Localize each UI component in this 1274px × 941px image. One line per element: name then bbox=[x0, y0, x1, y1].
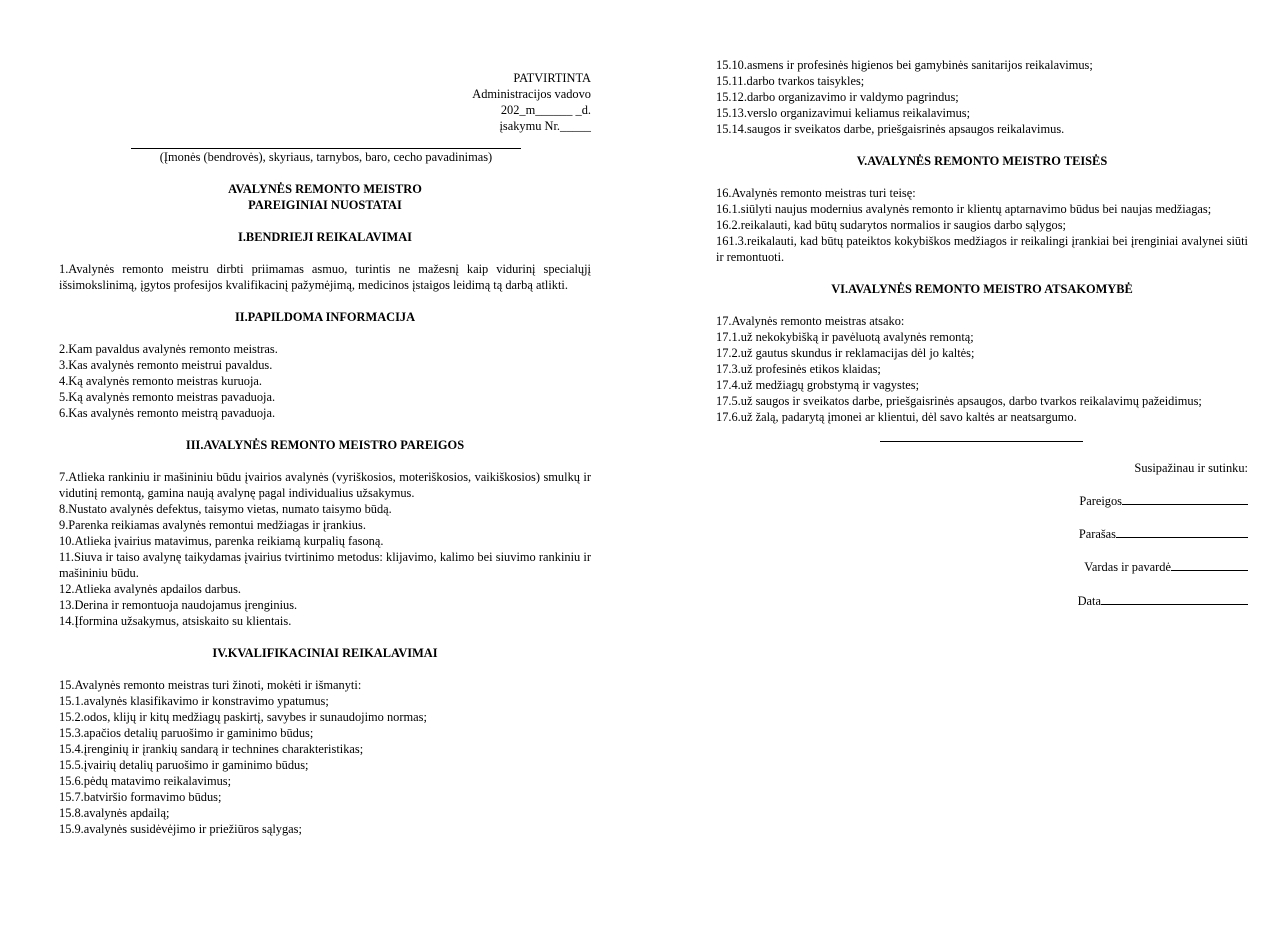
section-heading-duties: III.AVALYNĖS REMONTO MEISTRO PAREIGOS bbox=[185, 438, 465, 452]
list-item: 15.4.įrenginių ir įrankių sandarą ir technines charakteristikas; bbox=[59, 742, 364, 756]
list-duties bbox=[59, 469, 591, 629]
approval-block bbox=[59, 70, 591, 134]
list-item: 15.11.darbo tvarkos taisykles; bbox=[716, 74, 865, 88]
list-item: 15.Avalynės remonto meistras turi žinoti, mokėti ir išmanyti: bbox=[59, 678, 362, 692]
approval-line-1: PATVIRTINTA bbox=[513, 71, 591, 85]
document-title-line-2: PAREIGINIAI NUOSTATAI bbox=[248, 198, 402, 212]
list-item: 15.5.įvairių detalių paruošimo ir gaminimo būdus; bbox=[59, 758, 309, 772]
list-item: 15.9.avalynės susidėvėjimo ir priežiūros sąlygas; bbox=[59, 822, 302, 836]
list-item: 15.12.darbo organizavimo ir valdymo pagrindus; bbox=[716, 90, 959, 104]
list-additional-info bbox=[59, 341, 591, 421]
section-heading-responsibility: VI.AVALYNĖS REMONTO MEISTRO ATSAKOMYBĖ bbox=[831, 282, 1133, 296]
list-item: 8.Nustato avalynės defektus, taisymo vietas, numato taisymo būdą. bbox=[59, 502, 392, 516]
list-item: 14.Įformina užsakymus, atsiskaito su klientais. bbox=[59, 614, 292, 628]
list-item: 17.2.už gautus skundus ir reklamacijas dėl jo kaltės; bbox=[716, 346, 975, 360]
list-item: 161.3.reikalauti, kad būtų pateiktos kokybiškos medžiagos ir reikalingi įrankiai bei įrenginiai avalynei siūti ir remontuoti. bbox=[716, 234, 1248, 264]
list-item: 15.1.avalynės klasifikavimo ir konstravimo ypatumus; bbox=[59, 694, 329, 708]
list-item: 12.Atlieka avalynės apdailos darbus. bbox=[59, 582, 242, 596]
list-item: 17.1.už nekokybišką ir pavėluotą avalynės remontą; bbox=[716, 330, 974, 344]
document-title-line-1: AVALYNĖS REMONTO MEISTRO bbox=[228, 182, 422, 196]
list-item: 17.3.už profesinės etikos klaidas; bbox=[716, 362, 881, 376]
list-item: 5.Ką avalynės remonto meistras pavaduoja. bbox=[59, 390, 276, 404]
list-item: 15.3.apačios detalių paruošimo ir gaminimo būdus; bbox=[59, 726, 314, 740]
list-item: 17.4.už medžiagų grobstymą ir vagystes; bbox=[716, 378, 920, 392]
list-item: 15.6.pėdų matavimo reikalavimus; bbox=[59, 774, 232, 788]
org-name-caption: (Įmonės (bendrovės), skyriaus, tarnybos, baro, cecho pavadinimas) bbox=[159, 150, 493, 164]
acknowledgement-block bbox=[716, 460, 1248, 609]
section-heading-qualification: IV.KVALIFIKACINIAI REIKALAVIMAI bbox=[212, 646, 438, 660]
approval-line-3: 202_m______ _d. bbox=[500, 103, 591, 117]
document-title bbox=[59, 181, 591, 213]
date-label: Data bbox=[1077, 594, 1101, 608]
org-name-block bbox=[131, 148, 521, 165]
left-column bbox=[59, 70, 591, 837]
list-item: 15.2.odos, klijų ir kitų medžiagų paskirtį, savybes ir sunaudojimo normas; bbox=[59, 710, 427, 724]
list-item: 7.Atlieka rankiniu ir mašininiu būdu įvairios avalynės (vyriškosios, moteriškosios, vaikiškosios) smulkų ir vidutinį remontą, gamina naują avalynę pagal individualius užsakymus. bbox=[59, 470, 591, 500]
name-blank-line bbox=[1171, 558, 1248, 571]
signature-row-name bbox=[716, 558, 1248, 575]
list-qualification bbox=[59, 677, 591, 837]
list-item: 16.1.siūlyti naujus modernius avalynės remonto ir klientų aptarnavimo būdus bei naujas medžiagas; bbox=[716, 202, 1212, 216]
list-item: 15.13.verslo organizavimui keliamus reikalavimus; bbox=[716, 106, 971, 120]
signature-row-position bbox=[716, 492, 1248, 509]
list-item: 17.Avalynės remonto meistras atsako: bbox=[716, 314, 905, 328]
signature-row-signature bbox=[716, 525, 1248, 542]
list-item: 17.6.už žalą, padarytą įmonei ar klientui, dėl savo kaltės ar neatsargumo. bbox=[716, 410, 1077, 424]
signature-blank-line bbox=[1116, 525, 1248, 538]
list-item: 9.Parenka reikiamas avalynės remontui medžiagas ir įrankius. bbox=[59, 518, 366, 532]
list-item: 2.Kam pavaldus avalynės remonto meistras. bbox=[59, 342, 278, 356]
list-item: 4.Ką avalynės remonto meistras kuruoja. bbox=[59, 374, 263, 388]
list-item: 3.Kas avalynės remonto meistrui pavaldus. bbox=[59, 358, 273, 372]
list-item: 17.5.už saugos ir sveikatos darbe, priešgaisrinės apsaugos, darbo tvarkos reikalavimų pažeidimus; bbox=[716, 394, 1202, 408]
signature-row-date bbox=[716, 592, 1248, 609]
list-item: 13.Derina ir remontuoja naudojamus įrenginius. bbox=[59, 598, 298, 612]
position-label: Pareigos bbox=[1079, 494, 1122, 508]
section-heading-rights: V.AVALYNĖS REMONTO MEISTRO TEISĖS bbox=[856, 154, 1108, 168]
list-item: 16.Avalynės remonto meistras turi teisę: bbox=[716, 186, 916, 200]
list-item: 16.2.reikalauti, kad būtų sudarytos normalios ir saugios darbo sąlygos; bbox=[716, 218, 1066, 232]
name-label: Vardas ir pavardė bbox=[1084, 560, 1171, 574]
position-blank-line bbox=[1122, 492, 1248, 505]
date-blank-line bbox=[1101, 592, 1248, 605]
section-heading-additional-info: II.PAPILDOMA INFORMACIJA bbox=[234, 310, 416, 324]
right-column bbox=[716, 57, 1248, 609]
list-item: 6.Kas avalynės remonto meistrą pavaduoja. bbox=[59, 406, 276, 420]
list-qualification-continued bbox=[716, 57, 1248, 137]
paragraph-1: 1.Avalynės remonto meistru dirbti priimamas asmuo, turintis ne mažesnį kaip vidurinį specialųjį išsimokslinimą, įgytos profesijos kvalifikacinį pažymėjimą, medicinos įstaigos leidimą tą darbą atlikti. bbox=[59, 262, 591, 292]
approval-line-2: Administracijos vadovo bbox=[472, 87, 591, 101]
list-item: 11.Siuva ir taiso avalynę taikydamas įvairius tvirtinimo metodus: klijavimo, kalimo bei siuvimo rankiniu ir mašininiu būdu. bbox=[59, 550, 591, 580]
end-divider-line bbox=[880, 441, 1083, 442]
approval-line-4: įsakymu Nr._____ bbox=[499, 119, 591, 133]
list-item: 15.14.saugos ir sveikatos darbe, priešgaisrinės apsaugos reikalavimus. bbox=[716, 122, 1065, 136]
acknowledgement-title: Susipažinau ir sutinku: bbox=[1134, 461, 1248, 475]
list-item: 15.8.avalynės apdailą; bbox=[59, 806, 170, 820]
signature-label: Parašas bbox=[1078, 527, 1116, 541]
list-item: 10.Atlieka įvairius matavimus, parenka reikiamą kurpalių fasoną. bbox=[59, 534, 384, 548]
list-item: 15.7.batviršio formavimo būdus; bbox=[59, 790, 222, 804]
section-heading-general: I.BENDRIEJI REIKALAVIMAI bbox=[238, 230, 412, 244]
list-rights bbox=[716, 185, 1248, 265]
list-item: 15.10.asmens ir profesinės higienos bei gamybinės sanitarijos reikalavimus; bbox=[716, 58, 1093, 72]
list-responsibility bbox=[716, 313, 1248, 425]
